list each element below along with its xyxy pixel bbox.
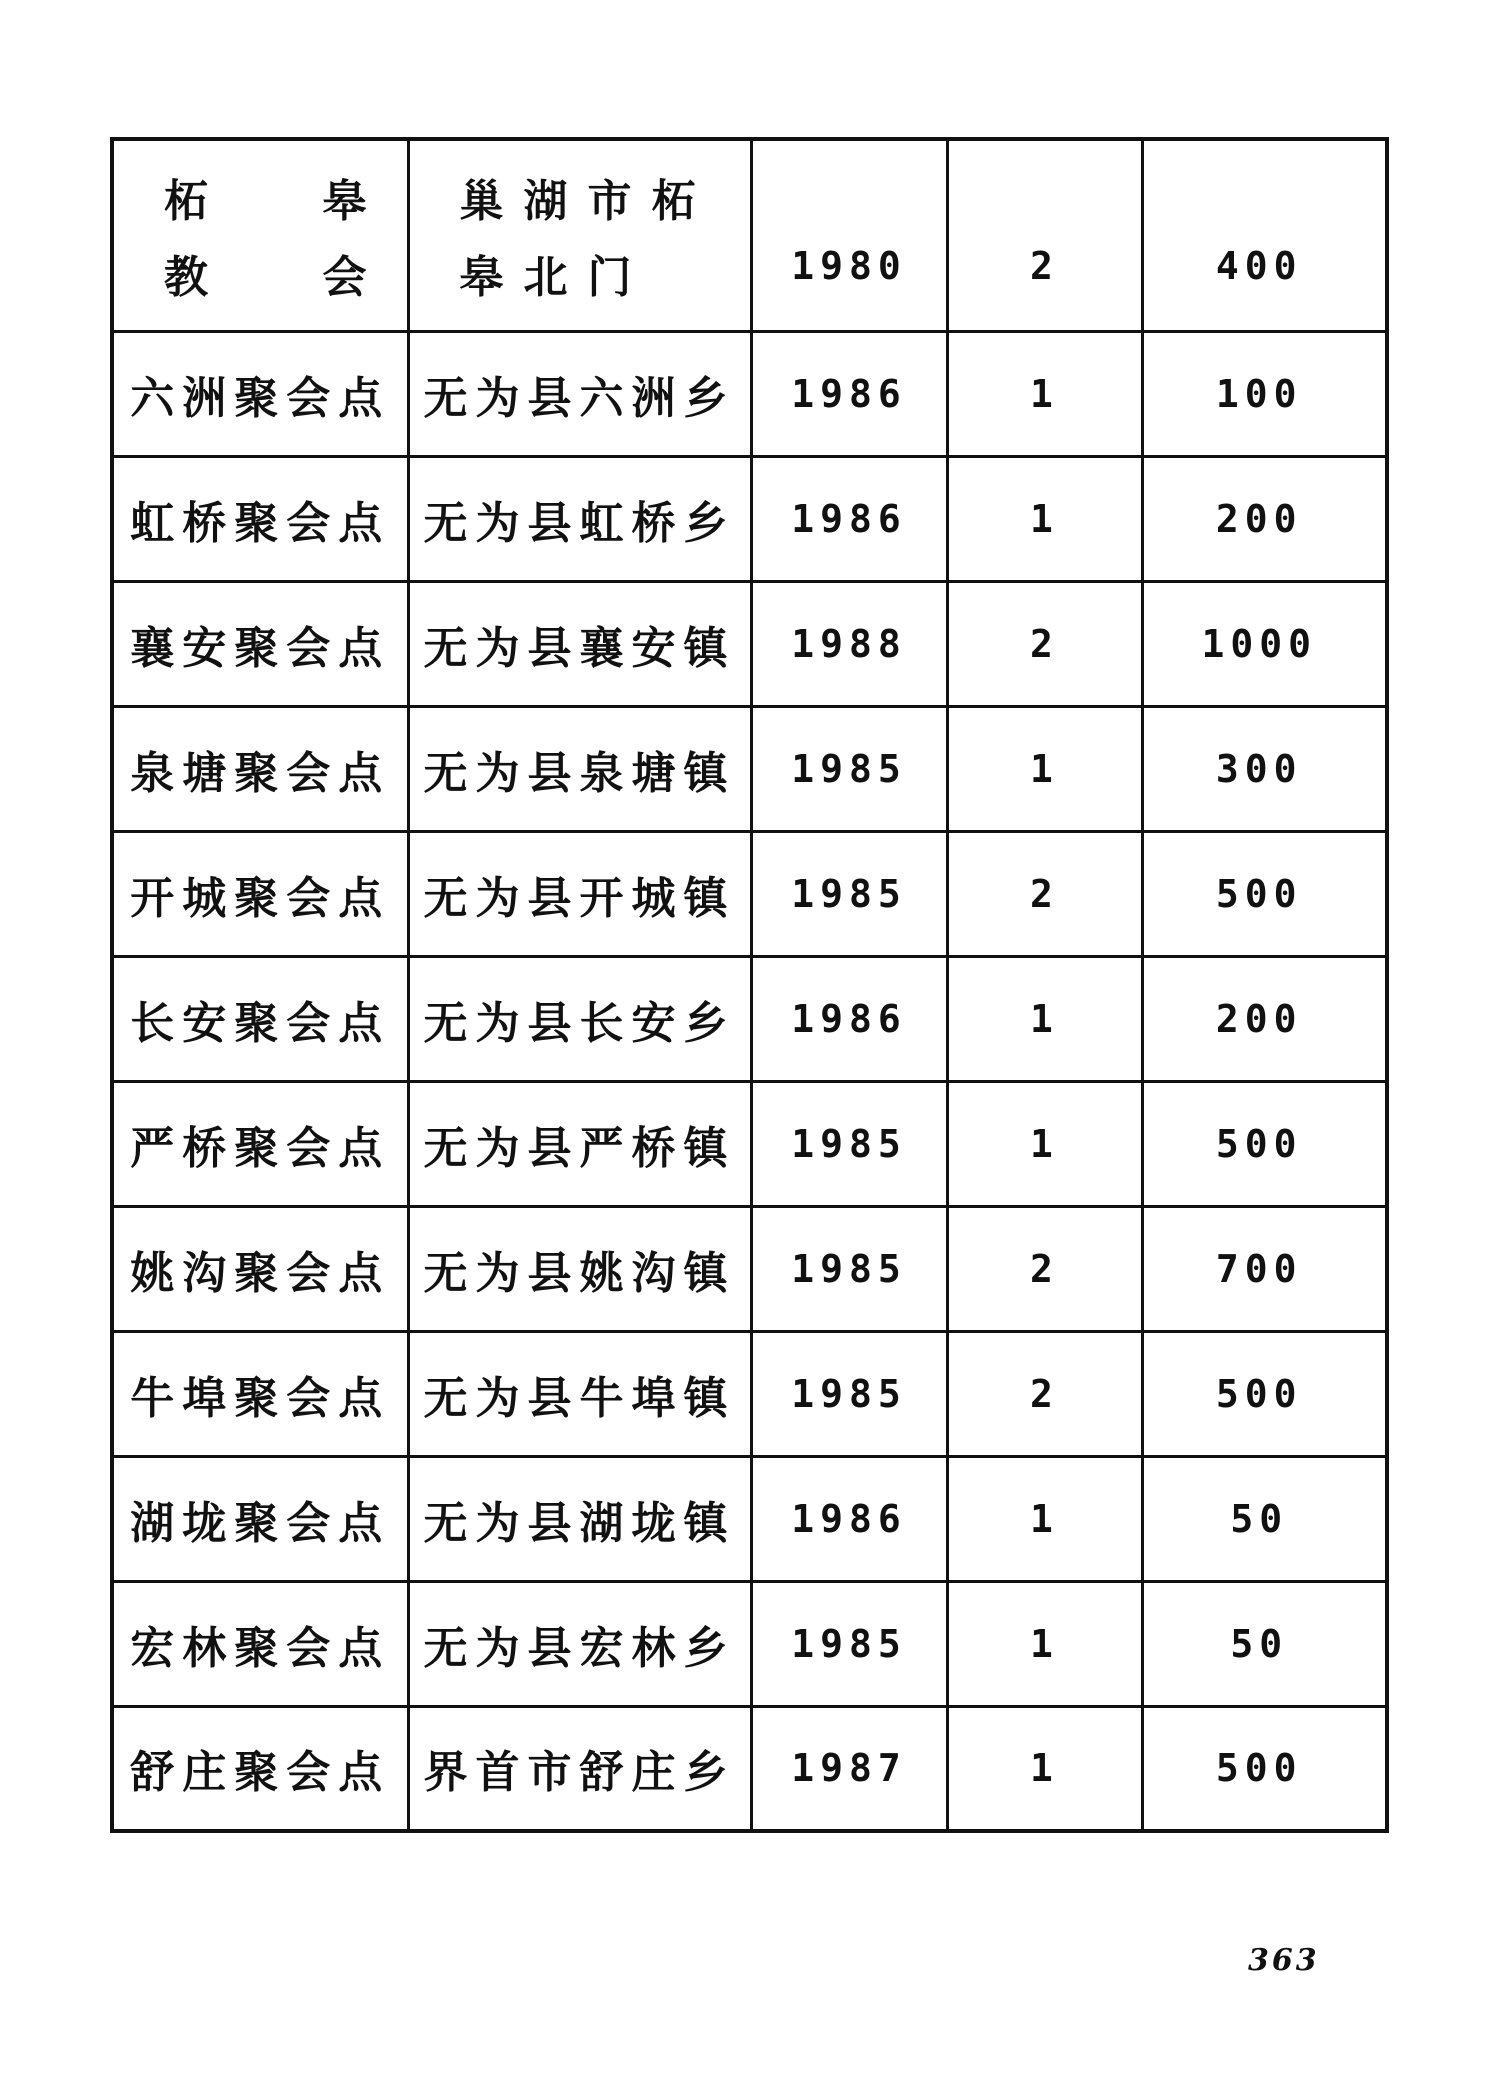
table-row <box>112 956 1387 1081</box>
name-cell: 姚沟聚会点 <box>112 1206 408 1331</box>
year-cell: 1985 <box>751 1206 947 1331</box>
year-cell: 1986 <box>751 456 947 581</box>
location-cell: 无为县开城镇 <box>408 831 751 956</box>
year-cell: 1980 <box>751 139 947 331</box>
year-cell: 1986 <box>751 331 947 456</box>
count-cell: 1 <box>947 456 1142 581</box>
table-row <box>112 831 1387 956</box>
name-char: 教 <box>164 252 208 304</box>
location-line: 巢湖市柘 <box>459 176 716 228</box>
year-cell: 1987 <box>751 1706 947 1831</box>
location-cell: 无为县宏林乡 <box>408 1581 751 1706</box>
count-cell: 1 <box>947 1706 1142 1831</box>
count-cell: 2 <box>947 831 1142 956</box>
name-cell: 严桥聚会点 <box>112 1081 408 1206</box>
count-cell: 2 <box>947 1206 1142 1331</box>
members-cell: 50 <box>1142 1456 1387 1581</box>
count-cell: 1 <box>947 956 1142 1081</box>
name-cell: 六洲聚会点 <box>112 331 408 456</box>
name-cell: 虹桥聚会点 <box>112 456 408 581</box>
name-cell: 长安聚会点 <box>112 956 408 1081</box>
year-cell: 1986 <box>751 1456 947 1581</box>
table-row <box>112 139 1387 331</box>
location-cell: 无为县姚沟镇 <box>408 1206 751 1331</box>
page-number: 363 <box>1248 1943 1320 1978</box>
count-cell: 1 <box>947 1456 1142 1581</box>
members-cell: 400 <box>1142 139 1387 331</box>
table-row <box>112 706 1387 831</box>
members-cell: 200 <box>1142 956 1387 1081</box>
members-cell: 300 <box>1142 706 1387 831</box>
year-cell: 1985 <box>751 831 947 956</box>
count-cell: 1 <box>947 706 1142 831</box>
table-row <box>112 581 1387 706</box>
members-cell: 700 <box>1142 1206 1387 1331</box>
location-cell: 无为县襄安镇 <box>408 581 751 706</box>
count-cell: 1 <box>947 1081 1142 1206</box>
name-cell <box>112 139 408 331</box>
members-cell: 500 <box>1142 1081 1387 1206</box>
location-cell: 无为县泉塘镇 <box>408 706 751 831</box>
year-cell: 1985 <box>751 1331 947 1456</box>
count-cell: 2 <box>947 139 1142 331</box>
table-row <box>112 1706 1387 1831</box>
name-char: 皋 <box>322 176 367 228</box>
name-cell: 泉塘聚会点 <box>112 706 408 831</box>
table-row <box>112 1206 1387 1331</box>
table-row <box>112 1456 1387 1581</box>
records-table <box>110 137 1389 1833</box>
name-cell: 开城聚会点 <box>112 831 408 956</box>
location-cell: 无为县六洲乡 <box>408 331 751 456</box>
table-row <box>112 456 1387 581</box>
location-cell: 无为县虹桥乡 <box>408 456 751 581</box>
count-cell: 1 <box>947 331 1142 456</box>
table-row <box>112 1331 1387 1456</box>
members-cell: 500 <box>1142 831 1387 956</box>
members-cell: 200 <box>1142 456 1387 581</box>
table-row <box>112 331 1387 456</box>
name-cell: 舒庄聚会点 <box>112 1706 408 1831</box>
count-cell: 2 <box>947 1331 1142 1456</box>
location-cell: 无为县牛埠镇 <box>408 1331 751 1456</box>
name-char: 柘 <box>164 176 208 228</box>
name-cell: 湖垅聚会点 <box>112 1456 408 1581</box>
members-cell: 100 <box>1142 331 1387 456</box>
location-cell: 无为县湖垅镇 <box>408 1456 751 1581</box>
location-cell: 无为县长安乡 <box>408 956 751 1081</box>
location-cell <box>408 139 751 331</box>
members-cell: 50 <box>1142 1581 1387 1706</box>
count-cell: 2 <box>947 581 1142 706</box>
location-line: 皋北门 <box>459 252 652 304</box>
location-cell: 界首市舒庄乡 <box>408 1706 751 1831</box>
location-cell: 无为县严桥镇 <box>408 1081 751 1206</box>
name-cell: 宏林聚会点 <box>112 1581 408 1706</box>
year-cell: 1985 <box>751 1581 947 1706</box>
year-cell: 1988 <box>751 581 947 706</box>
name-cell: 牛埠聚会点 <box>112 1331 408 1456</box>
name-char: 会 <box>322 252 367 304</box>
year-cell: 1986 <box>751 956 947 1081</box>
table-row <box>112 1581 1387 1706</box>
members-cell: 1000 <box>1142 581 1387 706</box>
year-cell: 1985 <box>751 1081 947 1206</box>
members-cell: 500 <box>1142 1706 1387 1831</box>
members-cell: 500 <box>1142 1331 1387 1456</box>
count-cell: 1 <box>947 1581 1142 1706</box>
year-cell: 1985 <box>751 706 947 831</box>
table-row <box>112 1081 1387 1206</box>
name-cell: 襄安聚会点 <box>112 581 408 706</box>
